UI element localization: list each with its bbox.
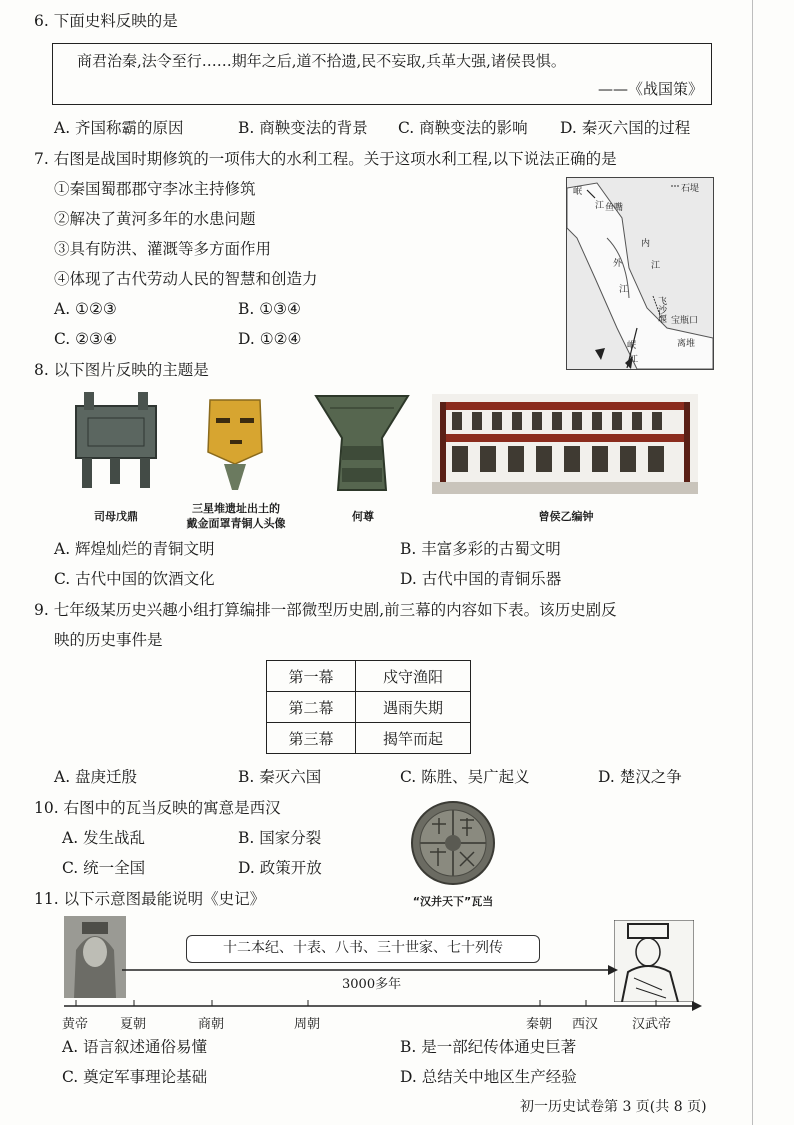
- q7-option-a[interactable]: A. ①②③: [54, 300, 117, 318]
- q9-option-c[interactable]: C. 陈胜、吴广起义: [400, 768, 530, 786]
- span-label: 3000多年: [342, 977, 402, 992]
- q9-option-b[interactable]: B. 秦灭六国: [238, 768, 322, 786]
- q7-stem: 7. 右图是战国时期修筑的一项伟大的水利工程。关于这项水利工程,以下说法正确的是: [34, 150, 617, 168]
- q6-option-c[interactable]: C. 商鞅变法的影响: [398, 119, 528, 137]
- sanxingdui-head-image: [200, 392, 270, 492]
- q7-item-1: ①秦国蜀郡郡守李冰主持修筑: [54, 180, 256, 198]
- q9-stem-line1: 9. 七年级某历史兴趣小组打算编排一部微型历史剧,前三幕的内容如下表。该历史剧反: [34, 601, 617, 619]
- q6-source: ——《战国策》: [597, 80, 703, 98]
- timeline-label: 夏朝: [120, 1017, 147, 1032]
- map-legend: 石堤: [681, 184, 700, 194]
- timeline-axis: [62, 998, 702, 1012]
- timeline-label: 西汉: [572, 1017, 599, 1032]
- q7-item-4: ④体现了古代劳动人民的智慧和创造力: [54, 270, 318, 288]
- q10-option-d[interactable]: D. 政策开放: [238, 859, 322, 877]
- q10-option-b[interactable]: B. 国家分裂: [238, 829, 322, 847]
- huangdi-portrait: [64, 916, 126, 998]
- q7-item-3: ③具有防洪、灌溉等多方面作用: [54, 240, 272, 258]
- map-label: 江: [651, 261, 661, 271]
- q8-option-b[interactable]: B. 丰富多彩的古蜀文明: [400, 540, 561, 558]
- caption-sanxingdui-line1: 三星堆遗址出土的: [192, 502, 280, 515]
- map-label: 岷: [627, 341, 637, 351]
- q6-quote-box: [52, 43, 712, 105]
- map-label: 江: [619, 285, 629, 295]
- timeline-label: 汉武帝: [632, 1017, 672, 1032]
- q9-option-d[interactable]: D. 楚汉之争: [598, 768, 682, 786]
- q8-option-c[interactable]: C. 古代中国的饮酒文化: [54, 570, 215, 588]
- shiji-structure-box: 十二本纪、十表、八书、三十世家、七十列传: [186, 935, 540, 963]
- q9-option-a[interactable]: A. 盘庚迁殷: [54, 768, 138, 786]
- page-footer: 初一历史试卷第 3 页(共 8 页): [520, 1099, 707, 1115]
- q6-option-b[interactable]: B. 商鞅变法的背景: [238, 119, 368, 137]
- q11-option-a[interactable]: A. 语言叙述通俗易懂: [62, 1038, 208, 1056]
- table-row: [267, 661, 471, 692]
- q8-option-d[interactable]: D. 古代中国的青铜乐器: [400, 570, 562, 588]
- q6-option-a[interactable]: A. 齐国称霸的原因: [54, 119, 184, 137]
- dujiangyan-map: [566, 177, 714, 370]
- act-cell: 第二幕: [267, 692, 356, 723]
- map-label: 内: [641, 239, 651, 249]
- act-cell: 第一幕: [267, 661, 356, 692]
- q10-stem: 10. 右图中的瓦当反映的寓意是西汉: [34, 799, 281, 817]
- caption-wadang: “汉并天下”瓦当: [412, 895, 494, 908]
- map-label: 岷: [573, 187, 583, 197]
- q7-option-b[interactable]: B. ①③④: [238, 300, 301, 318]
- caption-zenghouyi-bells: 曾侯乙编钟: [538, 510, 594, 523]
- q11-option-b[interactable]: B. 是一部纪传体通史巨著: [400, 1038, 577, 1056]
- q8-option-a[interactable]: A. 辉煌灿烂的青铜文明: [54, 540, 215, 558]
- he-zun-image: [312, 390, 412, 502]
- content-cell: 揭竿而起: [356, 723, 471, 754]
- q11-option-d[interactable]: D. 总结关中地区生产经验: [400, 1068, 577, 1086]
- zenghouyi-bells-image: [432, 394, 698, 494]
- map-label: 江: [595, 201, 605, 211]
- content-cell: 遇雨失期: [356, 692, 471, 723]
- map-label: 宝瓶口: [671, 316, 699, 326]
- map-label: 鱼嘴: [605, 203, 624, 213]
- simuwu-ding-image: [66, 392, 166, 492]
- map-label: 飞沙堰: [656, 296, 666, 323]
- q11-stem: 11. 以下示意图最能说明《史记》: [34, 890, 266, 908]
- q10-option-c[interactable]: C. 统一全国: [62, 859, 146, 877]
- wadang-tile-image: [410, 800, 496, 886]
- q6-stem: 6. 下面史料反映的是: [34, 12, 178, 30]
- margin-line: [752, 0, 753, 1125]
- q7-option-d[interactable]: D. ①②④: [238, 330, 302, 348]
- q8-stem: 8. 以下图片反映的主题是: [34, 361, 209, 379]
- caption-he-zun: 何尊: [352, 510, 374, 523]
- caption-simuwu-ding: 司母戊鼎: [94, 510, 138, 523]
- table-row: [267, 692, 471, 723]
- q10-option-a[interactable]: A. 发生战乱: [62, 829, 146, 847]
- map-label: 离堆: [677, 339, 696, 349]
- q11-option-c[interactable]: C. 奠定军事理论基础: [62, 1068, 208, 1086]
- map-label: 外: [613, 259, 623, 269]
- q9-stem-line2: 映的历史事件是: [54, 631, 163, 649]
- q6-option-d[interactable]: D. 秦灭六国的过程: [560, 119, 691, 137]
- q6-quote: 商君治秦,法令至行……期年之后,道不拾遗,民不妄取,兵革大强,诸侯畏惧。: [77, 52, 566, 70]
- act-cell: 第三幕: [267, 723, 356, 754]
- drama-table: [266, 660, 471, 754]
- map-label: 江: [629, 355, 639, 365]
- q7-item-2: ②解决了黄河多年的水患问题: [54, 210, 256, 228]
- q7-option-c[interactable]: C. ②③④: [54, 330, 117, 348]
- timeline-label: 秦朝: [526, 1017, 553, 1032]
- content-cell: 戍守渔阳: [356, 661, 471, 692]
- caption-sanxingdui-line2: 戴金面罩青铜人头像: [186, 517, 286, 530]
- timeline-label: 黄帝: [62, 1017, 89, 1032]
- table-row: [267, 723, 471, 754]
- timeline-label: 商朝: [198, 1017, 225, 1032]
- timeline-label: 周朝: [294, 1017, 321, 1032]
- hanwudi-portrait: [614, 920, 694, 1002]
